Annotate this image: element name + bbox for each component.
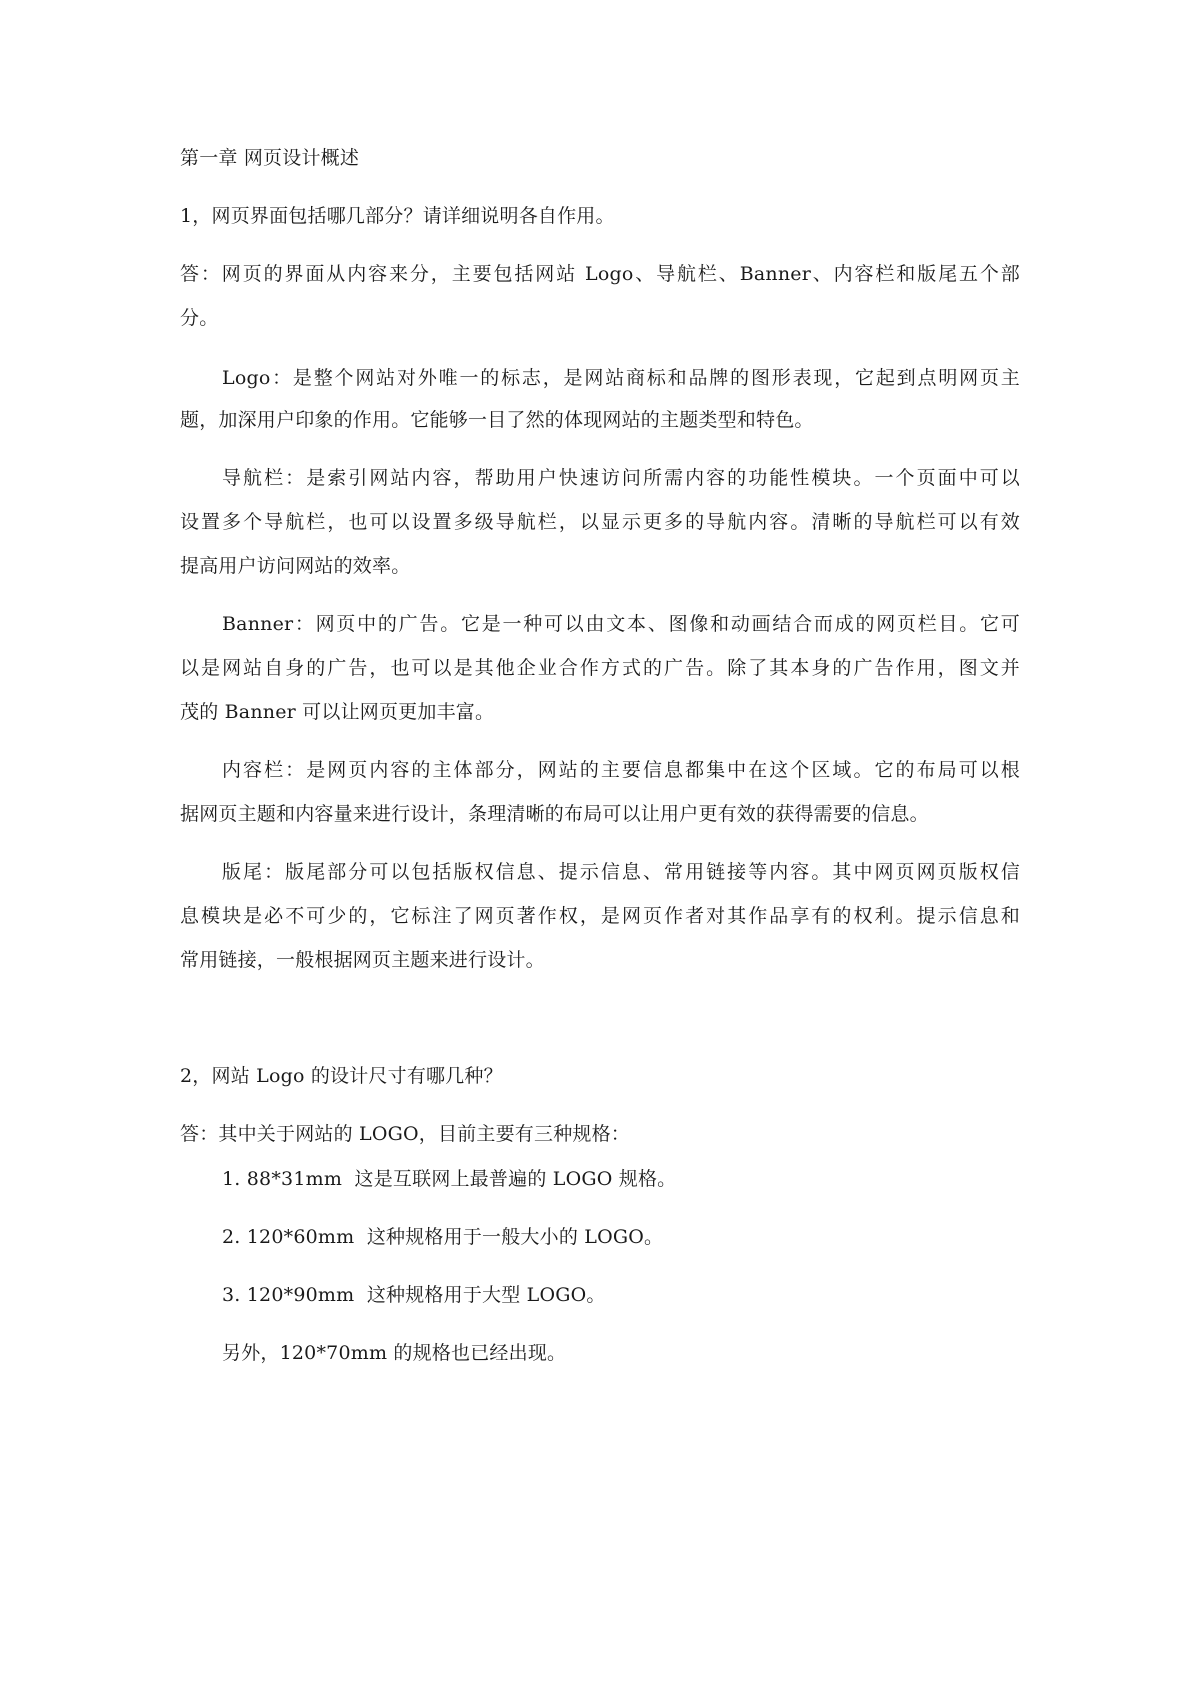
banner-para-line-3: 茂的 Banner 可以让网页更加丰富。 <box>180 701 495 723</box>
q1-answer-line-1: 答：网页的界面从内容来分，主要包括网站 Logo、导航栏、Banner、内容栏和版尾五个部 <box>180 263 1020 285</box>
logo-para-line-2: 题，加深用户印象的作用。它能够一目了然的体现网站的主题类型和特色。 <box>180 409 814 431</box>
nav-para-line-1: 导航栏：是索引网站内容，帮助用户快速访问所需内容的功能性模块。一个页面中可以 <box>222 467 1020 489</box>
document-page <box>180 0 1020 1684</box>
q2-answer-intro: 答：其中关于网站的 LOGO，目前主要有三种规格： <box>180 1123 630 1145</box>
chapter-title: 第一章 网页设计概述 <box>180 147 360 169</box>
footer-para-line-1: 版尾：版尾部分可以包括版权信息、提示信息、常用链接等内容。其中网页网页版权信 <box>222 861 1020 883</box>
footer-para-line-2: 息模块是必不可少的，它标注了网页著作权，是网页作者对其作品享有的权利。提示信息和 <box>180 905 1020 927</box>
logo-size-item: 1. 88*31mm 这是互联网上最普遍的 LOGO 规格。 <box>222 1168 677 1190</box>
nav-para-line-2: 设置多个导航栏，也可以设置多级导航栏，以显示更多的导航内容。清晰的导航栏可以有效 <box>180 511 1020 533</box>
logo-para-line-1: Logo：是整个网站对外唯一的标志，是网站商标和品牌的图形表现，它起到点明网页主 <box>222 367 1020 389</box>
banner-para-line-1: Banner：网页中的广告。它是一种可以由文本、图像和动画结合而成的网页栏目。它可 <box>222 613 1020 635</box>
footer-para-line-3: 常用链接，一般根据网页主题来进行设计。 <box>180 949 545 971</box>
question-1: 1，网页界面包括哪几部分？请详细说明各自作用。 <box>180 205 615 227</box>
content-para-line-1: 内容栏：是网页内容的主体部分，网站的主要信息都集中在这个区域。它的布局可以根 <box>222 759 1020 781</box>
question-2: 2，网站 Logo 的设计尺寸有哪几种？ <box>180 1065 503 1087</box>
logo-size-item: 2. 120*60mm 这种规格用于一般大小的 LOGO。 <box>222 1226 664 1248</box>
nav-para-line-3: 提高用户访问网站的效率。 <box>180 555 411 577</box>
logo-size-item: 3. 120*90mm 这种规格用于大型 LOGO。 <box>222 1284 606 1306</box>
banner-para-line-2: 以是网站自身的广告，也可以是其他企业合作方式的广告。除了其本身的广告作用，图文并 <box>180 657 1020 679</box>
q2-note: 另外，120*70mm 的规格也已经出现。 <box>222 1342 567 1364</box>
content-para-line-2: 据网页主题和内容量来进行设计，条理清晰的布局可以让用户更有效的获得需要的信息。 <box>180 803 929 825</box>
q1-answer-line-2: 分。 <box>180 307 219 329</box>
